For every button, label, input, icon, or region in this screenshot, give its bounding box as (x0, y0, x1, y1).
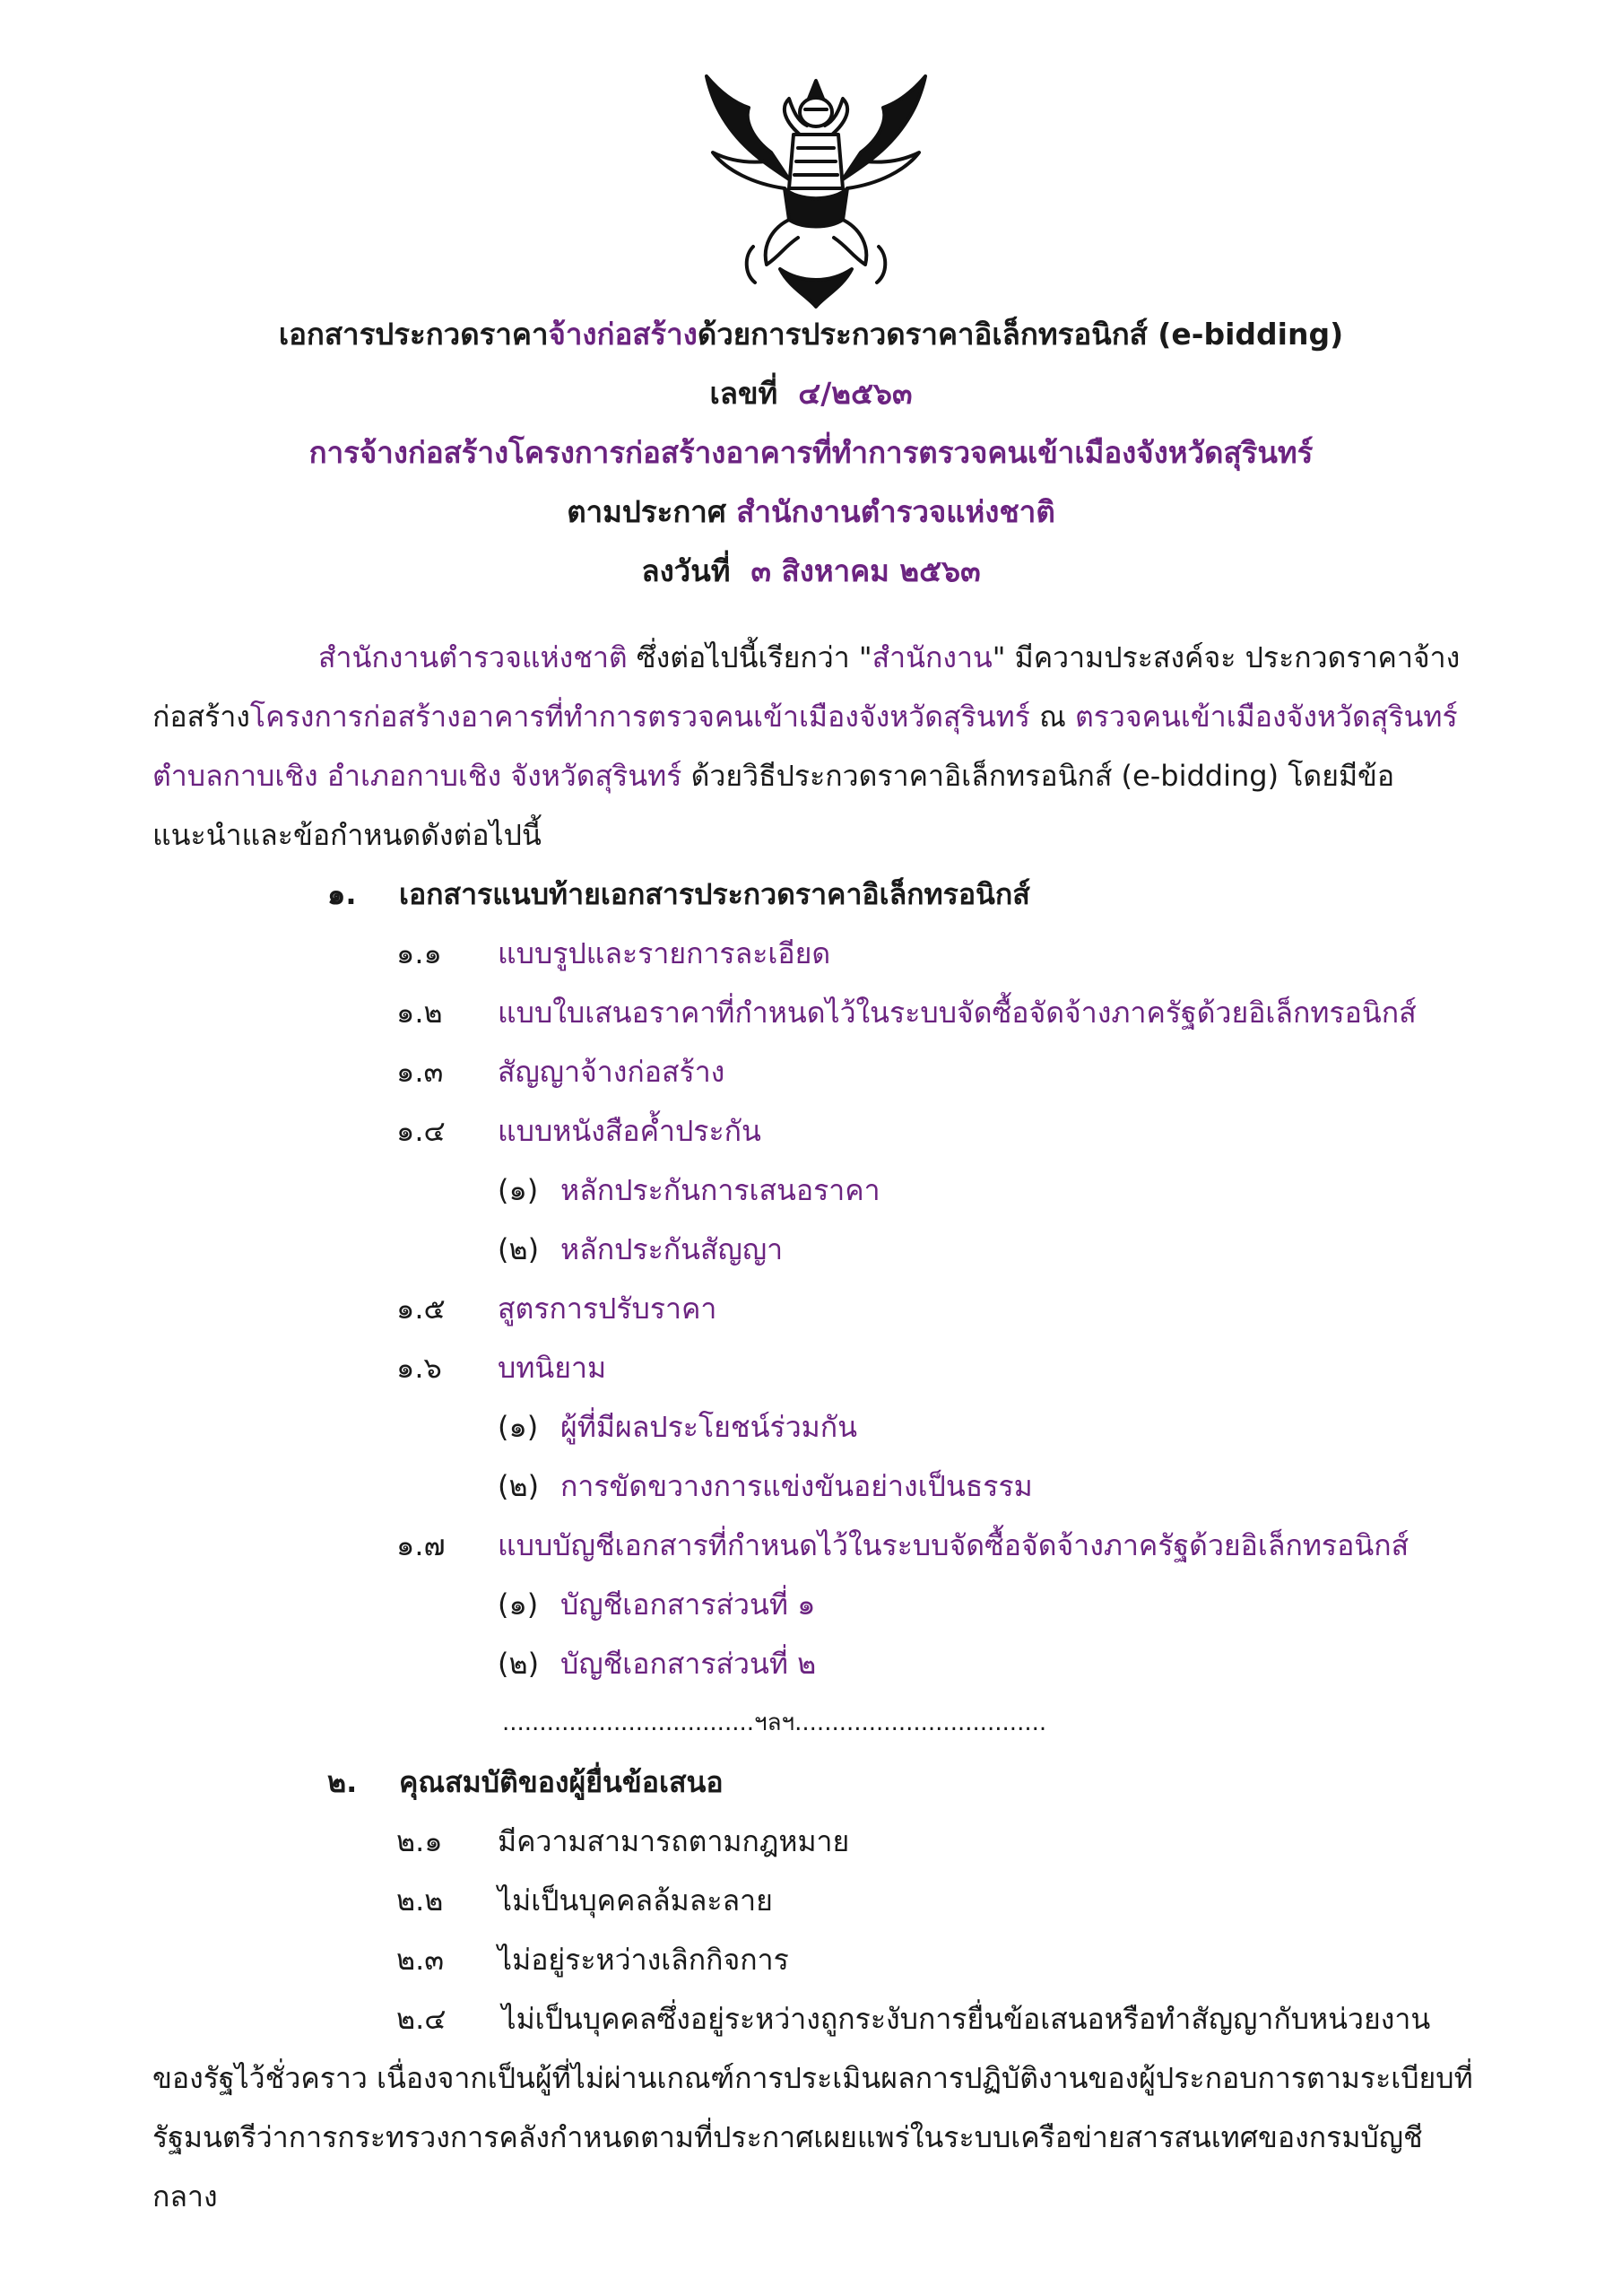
item-text: บทนิยาม (498, 1351, 607, 1385)
heading-announcement-org: สำนักงานตำรวจแห่งชาติ (736, 494, 1055, 529)
heading-project-title: การจ้างก่อสร้างโครงการก่อสร้างอาคารที่ทำการตรวจคนเข้าเมืองจังหวัดสุรินทร์ (308, 435, 1314, 470)
heading-date-label: ลงวันที่ (641, 553, 731, 588)
section-number: ๑. (327, 877, 357, 911)
list-item (152, 1812, 1479, 1871)
heading-method: ด้วยการประกวดราคาอิเล็กทรอนิกส์ (e-bidding) (697, 317, 1344, 352)
subitem-text: ผู้ที่มีผลประโยชน์ร่วมกัน (560, 1410, 858, 1444)
document-heading (0, 305, 1622, 601)
list-subitem (152, 1220, 1479, 1279)
subitem-text: หลักประกันการเสนอราคา (560, 1173, 880, 1207)
list-item (152, 924, 1479, 983)
intro-text-1: ซึ่งต่อไปนี้เรียกว่า " (627, 640, 872, 674)
subitem-number: (๑) (498, 1173, 539, 1207)
subitem-text: หลักประกันสัญญา (560, 1232, 784, 1266)
list-item (152, 1871, 1479, 1930)
intro-text-4: ด้วยวิธีประกวดราคาอิเล็กทรอนิกส์ (e-bidding) โดยมีข้อแนะนำและข้อกำหนดดังต่อไปนี้ (152, 759, 1395, 852)
intro-project: โครงการก่อสร้างอาคารที่ทำการตรวจคนเข้าเมืองจังหวัดสุรินทร์ (249, 700, 1030, 734)
list-item (152, 1338, 1479, 1397)
document-body (152, 628, 1479, 2226)
intro-text-3: ณ (1029, 700, 1075, 734)
item-text: แบบรูปและรายการละเอียด (498, 936, 831, 970)
item-number: ๒.๑ (396, 1824, 443, 1858)
list-item (152, 1279, 1479, 1338)
list-subitem (152, 1397, 1479, 1457)
section-2-heading (152, 1752, 1479, 1812)
section-title: คุณสมบัติของผู้ยื่นข้อเสนอ (399, 1765, 724, 1799)
item-text: ไม่อยู่ระหว่างเลิกกิจการ (498, 1943, 789, 1977)
list-subitem (152, 1457, 1479, 1516)
item-number: ๒.๔ (396, 2002, 447, 2036)
item-number: ๑.๓ (396, 1055, 444, 1089)
item-2-4-paragraph (152, 1989, 1479, 2226)
subitem-number: (๒) (498, 1647, 540, 1681)
heading-date-line (0, 542, 1622, 601)
heading-announcement-line (0, 483, 1622, 542)
intro-text-2: " มีความประสงค์จะ ประกวดราคาจ้างก่อสร้าง (152, 640, 1461, 734)
item-text: ไม่เป็นบุคคลล้มละลาย (498, 1883, 773, 1918)
subitem-text: บัญชีเอกสารส่วนที่ ๑ (560, 1587, 816, 1622)
heading-project-line (0, 423, 1622, 483)
item-text: มีความสามารถตามกฎหมาย (498, 1824, 850, 1858)
garuda-emblem (699, 72, 932, 309)
heading-number-line (0, 364, 1622, 423)
heading-title-line (0, 305, 1622, 364)
intro-location: ตรวจคนเข้าเมืองจังหวัดสุรินทร์ ตำบลกาบเชิง อำเภอกาบเชิง จังหวัดสุรินทร์ (152, 700, 1458, 793)
item-number: ๑.๕ (396, 1292, 446, 1326)
item-text: ไม่เป็นบุคคลซึ่งอยู่ระหว่างถูกระงับการยื่นข้อเสนอหรือทำสัญญากับหน่วยงานของรัฐไว้ชั่วคราว เนื่องจากเป็นผู้ที่ไม่ผ่านเกณฑ์การประเมินผลการปฏิบัติงานของผู้ประกอบการตามระเบียบที่รัฐมนตรีว่าการกระทรวงการคลังกำหนดตามที่ประกาศเผยแพร่ในระบบเครือข่ายสารสนเทศของกรมบัญชีกลาง (152, 2002, 1473, 2213)
subitem-text: บัญชีเอกสารส่วนที่ ๒ (560, 1647, 817, 1681)
subitem-number: (๑) (498, 1410, 539, 1444)
heading-number-value: ๔/๒๕๖๓ (798, 376, 913, 411)
intro-short-name: สำนักงาน (872, 640, 993, 674)
item-number: ๑.๒ (396, 996, 443, 1030)
item-text: สัญญาจ้างก่อสร้าง (498, 1055, 725, 1089)
section-title: เอกสารแนบท้ายเอกสารประกวดราคาอิเล็กทรอนิกส์ (399, 877, 1030, 911)
item-number: ๒.๒ (396, 1883, 444, 1918)
item-number: ๑.๗ (396, 1528, 446, 1562)
list-item (152, 1042, 1479, 1101)
item-text: แบบหนังสือค้ำประกัน (498, 1114, 761, 1148)
subitem-number: (๑) (498, 1587, 539, 1622)
item-text: แบบบัญชีเอกสารที่กำหนดไว้ในระบบจัดซื้อจัดจ้างภาครัฐด้วยอิเล็กทรอนิกส์ (498, 1528, 1409, 1562)
list-item (152, 983, 1479, 1042)
list-item (152, 1516, 1479, 1575)
list-subitem (152, 1575, 1479, 1634)
list-subitem (152, 1161, 1479, 1220)
list-item (152, 1101, 1479, 1161)
intro-paragraph (152, 628, 1479, 865)
item-text: สูตรการปรับราคา (498, 1292, 717, 1326)
heading-date-value: ๓ สิงหาคม ๒๕๖๓ (750, 553, 981, 588)
ellipsis-separator: ..................................ฯลฯ.................................. (502, 1709, 1047, 1736)
heading-doc-type: เอกสารประกวดราคา (278, 317, 549, 352)
heading-announcement-label: ตามประกาศ (567, 494, 726, 529)
item-text: แบบใบเสนอราคาที่กำหนดไว้ในระบบจัดซื้อจัดจ้างภาครัฐด้วยอิเล็กทรอนิกส์ (498, 996, 1417, 1030)
subitem-text: การขัดขวางการแข่งขันอย่างเป็นธรรม (560, 1469, 1033, 1503)
item-number: ๑.๑ (396, 936, 442, 970)
list-item (152, 1930, 1479, 1989)
section-1-heading (152, 865, 1479, 924)
item-number: ๑.๖ (396, 1351, 442, 1385)
subitem-number: (๒) (498, 1469, 540, 1503)
section-number: ๒. (327, 1765, 358, 1799)
heading-number-label: เลขที่ (709, 376, 778, 411)
subitem-number: (๒) (498, 1232, 540, 1266)
item-number: ๑.๔ (396, 1114, 446, 1148)
list-subitem (152, 1634, 1479, 1693)
heading-procurement-type: จ้างก่อสร้าง (548, 317, 698, 352)
item-number: ๒.๓ (396, 1943, 445, 1977)
intro-org: สำนักงานตำรวจแห่งชาติ (318, 640, 628, 674)
